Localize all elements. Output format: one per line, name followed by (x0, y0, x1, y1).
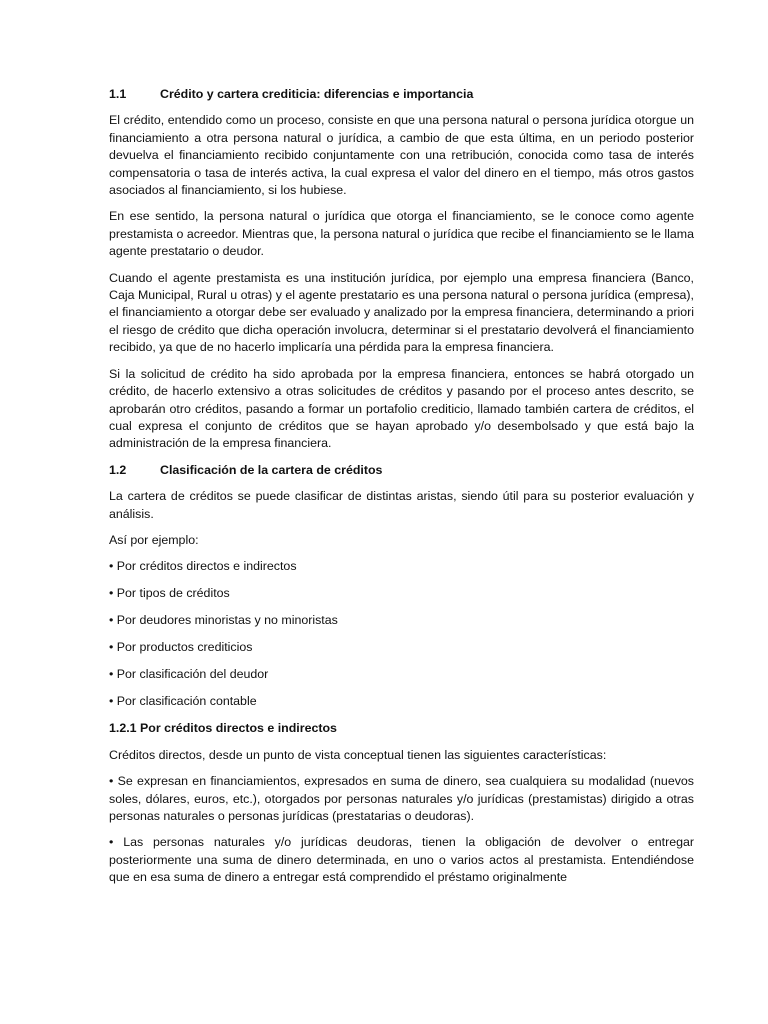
paragraph: La cartera de créditos se puede clasificar de distintas aristas, siendo útil para su posterior evaluación y análisis. (109, 489, 694, 521)
bullet-item: • Por tipos de créditos (109, 586, 230, 601)
section-title: Crédito y cartera crediticia: diferencias e importancia (160, 87, 474, 101)
paragraph: Así por ejemplo: (109, 532, 199, 547)
bullet-item: • Por clasificación del deudor (109, 667, 269, 682)
bullet-item: • Por productos crediticios (109, 640, 253, 655)
paragraph: • Se expresan en financiamientos, expresados en suma de dinero, sea cualquiera su modalidad (nuevos soles, dólares, euros, etc.), otorgados por personas naturales y/o jurídicas (prestamistas) dirigido a otras personas naturales o personas jurídicas (prestatarias o deudoras). (109, 774, 694, 823)
section-heading-1-1 (109, 86, 694, 103)
bullet-item: • Por deudores minoristas y no minoristas (109, 613, 338, 628)
paragraph: Si la solicitud de crédito ha sido aprobada por la empresa financiera, entonces se habrá otorgado un crédito, de hacerlo extensivo a otras solicitudes de créditos y pasando por el proceso antes descrito, se aprobarán otro créditos, pasando a formar un portafolio crediticio, llamado también cartera de créditos, el cual expresa el conjunto de créditos que se hayan aprobado y/o desembolsado y que está bajo la administración de la empresa financiera. (109, 366, 694, 451)
section-number: 1.2 (109, 462, 127, 477)
bullet-item: • Por clasificación contable (109, 694, 257, 709)
paragraph: Cuando el agente prestamista es una institución jurídica, por ejemplo una empresa financiera (Banco, Caja Municipal, Rural u otras) y el agente prestatario es una persona natural o persona jurídica (empresa), el financiamiento a otorgar debe ser evaluado y analizado por la empresa financiera, determinando a priori el riesgo de crédito que dicha operación involucra, determinar si el prestatario devolverá el financiamiento recibido, ya que de no hacerlo implicaría una pérdida para la empresa financiera. (109, 270, 694, 355)
section-heading-1-2 (109, 462, 694, 479)
paragraph: • Las personas naturales y/o jurídicas deudoras, tienen la obligación de devolver o entregar posteriormente una suma de dinero determinada, en uno o varios actos al prestamista. Entendiéndose que en esa suma de dinero a entregar está comprendido el préstamo originalmente (109, 835, 694, 885)
paragraph: El crédito, entendido como un proceso, consiste en que una persona natural o persona jurídica otorgue un financiamiento a otra persona natural o jurídica, a cambio de que esta última, en un periodo posterior devuelva el financiamiento recibido conjuntamente con una retribución, conocida como tasa de interés compensatoria o tasa de interés activa, la cual expresa el valor del dinero en el tiempo, más otros gastos asociados al financiamiento, si los hubiese. (109, 113, 694, 198)
paragraph: En ese sentido, la persona natural o jurídica que otorga el financiamiento, se le conoce como agente prestamista o acreedor. Mientras que, la persona natural o jurídica que recibe el financiamiento se le llama agente prestatario o deudor. (109, 209, 694, 259)
section-title: Clasificación de la cartera de créditos (160, 462, 383, 477)
document-page (109, 86, 694, 896)
bullet-item: • Por créditos directos e indirectos (109, 559, 297, 574)
section-heading-1-2-1: 1.2.1 Por créditos directos e indirectos (109, 721, 337, 736)
section-number: 1.1 (109, 87, 127, 101)
paragraph: Créditos directos, desde un punto de vista conceptual tienen las siguientes características: (109, 747, 607, 762)
